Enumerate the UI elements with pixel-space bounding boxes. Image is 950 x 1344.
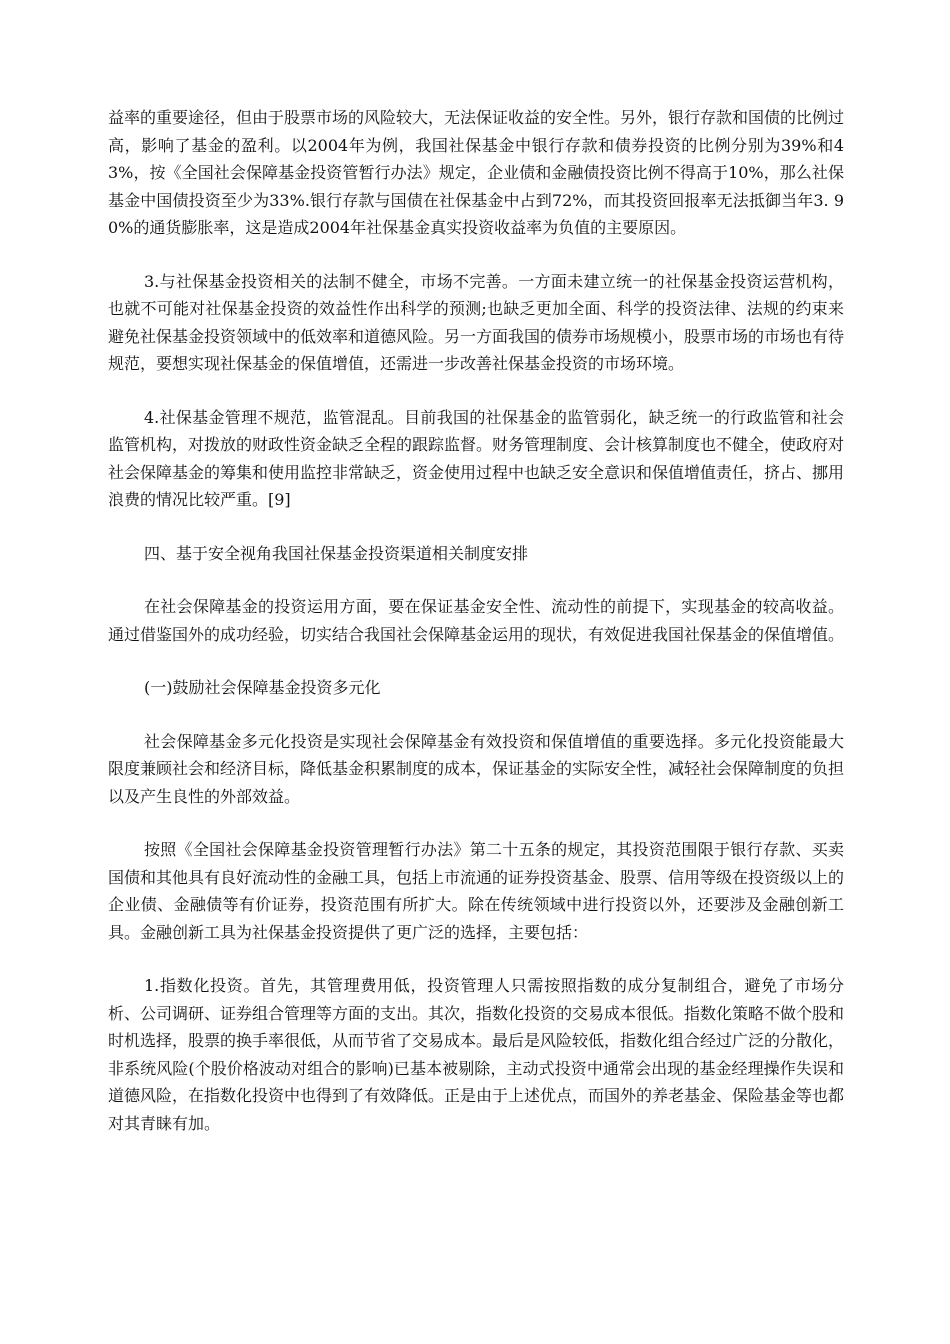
paragraph-point-4: 4.社保基金管理不规范，监管混乱。目前我国的社保基金的监管弱化，缺乏统一的行政监管和社会监管机构，对拨放的财政性资金缺乏全程的跟踪监督。财务管理制度、会计核算制度也不健全，使政府对社会保障基金的筹集和使用监控非常缺乏，资金使用过程中也缺乏安全意识和保值增值责任，挤占、挪用浪费的情况比较严重。[9] bbox=[108, 407, 845, 509]
document-body bbox=[108, 104, 844, 1163]
paragraph-regulation: 按照《全国社会保障基金投资管理暂行办法》第二十五条的规定，其投资范围限于银行存款、买卖国债和其他具有良好流动性的金融工具，包括上市流通的证券投资基金、股票、信用等级在投资级以上的企业债、金融债等有价证券，投资范围有所扩大。除在传统领域中进行投资以外，还要涉及金融创新工具。金融创新工具为社保基金投资提供了更广泛的选择，主要包括： bbox=[108, 840, 845, 942]
paragraph-continuation: 益率的重要途径，但由于股票市场的风险较大，无法保证收益的安全性。另外，银行存款和国债的比例过高，影响了基金的盈利。以2004年为例，我国社保基金中银行存款和债券投资的比例分别为39%和43%，按《全国社会保障基金投资管暂行办法》规定，企业债和金融债投资比例不得高于10%，那么社保基金中国债投资至少为33%.银行存款与国债在社保基金中占到72%，而其投资回报率无法抵御当年3. 90%的通货膨胀率，这是造成2004年社保基金真实投资收益率为负值的主要原因。 bbox=[108, 108, 845, 237]
paragraph-diversification: 社会保障基金多元化投资是实现社会保障基金有效投资和保值增值的重要选择。多元化投资能最大限度兼顾社会和经济目标，降低基金积累制度的成本，保证基金的实际安全性，减轻社会保障制度的负担以及产生良性的外部效益。 bbox=[108, 731, 845, 806]
paragraph-section-intro: 在社会保障基金的投资运用方面，要在保证基金安全性、流动性的前提下，实现基金的较高收益。通过借鉴国外的成功经验，切实结合我国社会保障基金运用的现状，有效促进我国社保基金的保值增值。 bbox=[108, 597, 845, 644]
subsection-heading-1: (一)鼓励社会保障基金投资多元化 bbox=[144, 678, 381, 697]
paragraph-point-3: 3.与社保基金投资相关的法制不健全，市场不完善。一方面未建立统一的社保基金投资运营机构，也就不可能对社保基金投资的效益性作出科学的预测;也缺乏更加全面、科学的投资法律、法规的约束来避免社保基金投资领域中的低效率和道德风险。另一方面我国的债券市场规模小，股票市场的市场也有待规范，要想实现社保基金的保值增值，还需进一步改善社保基金投资的市场环境。 bbox=[108, 271, 845, 373]
section-heading-4: 四、基于安全视角我国社保基金投资渠道相关制度安排 bbox=[144, 543, 529, 563]
paragraph-index-investing: 1.指数化投资。首先，其管理费用低，投资管理人只需按照指数的成分复制组合，避免了市场分析、公司调研、证券组合管理等方面的支出。其次，指数化投资的交易成本很低。指数化策略不做个股和时机选择，股票的换手率很低，从而节省了交易成本。最后是风险较低，指数化组合经过广泛的分散化，非系统风险(个股价格波动对组合的影响)已基本被剔除，主动式投资中通常会出现的基金经理操作失误和道德风险，在指数化投资中也得到了有效降低。正是由于上述优点，而国外的养老基金、保险基金等也都对其青睐有加。 bbox=[108, 976, 845, 1133]
